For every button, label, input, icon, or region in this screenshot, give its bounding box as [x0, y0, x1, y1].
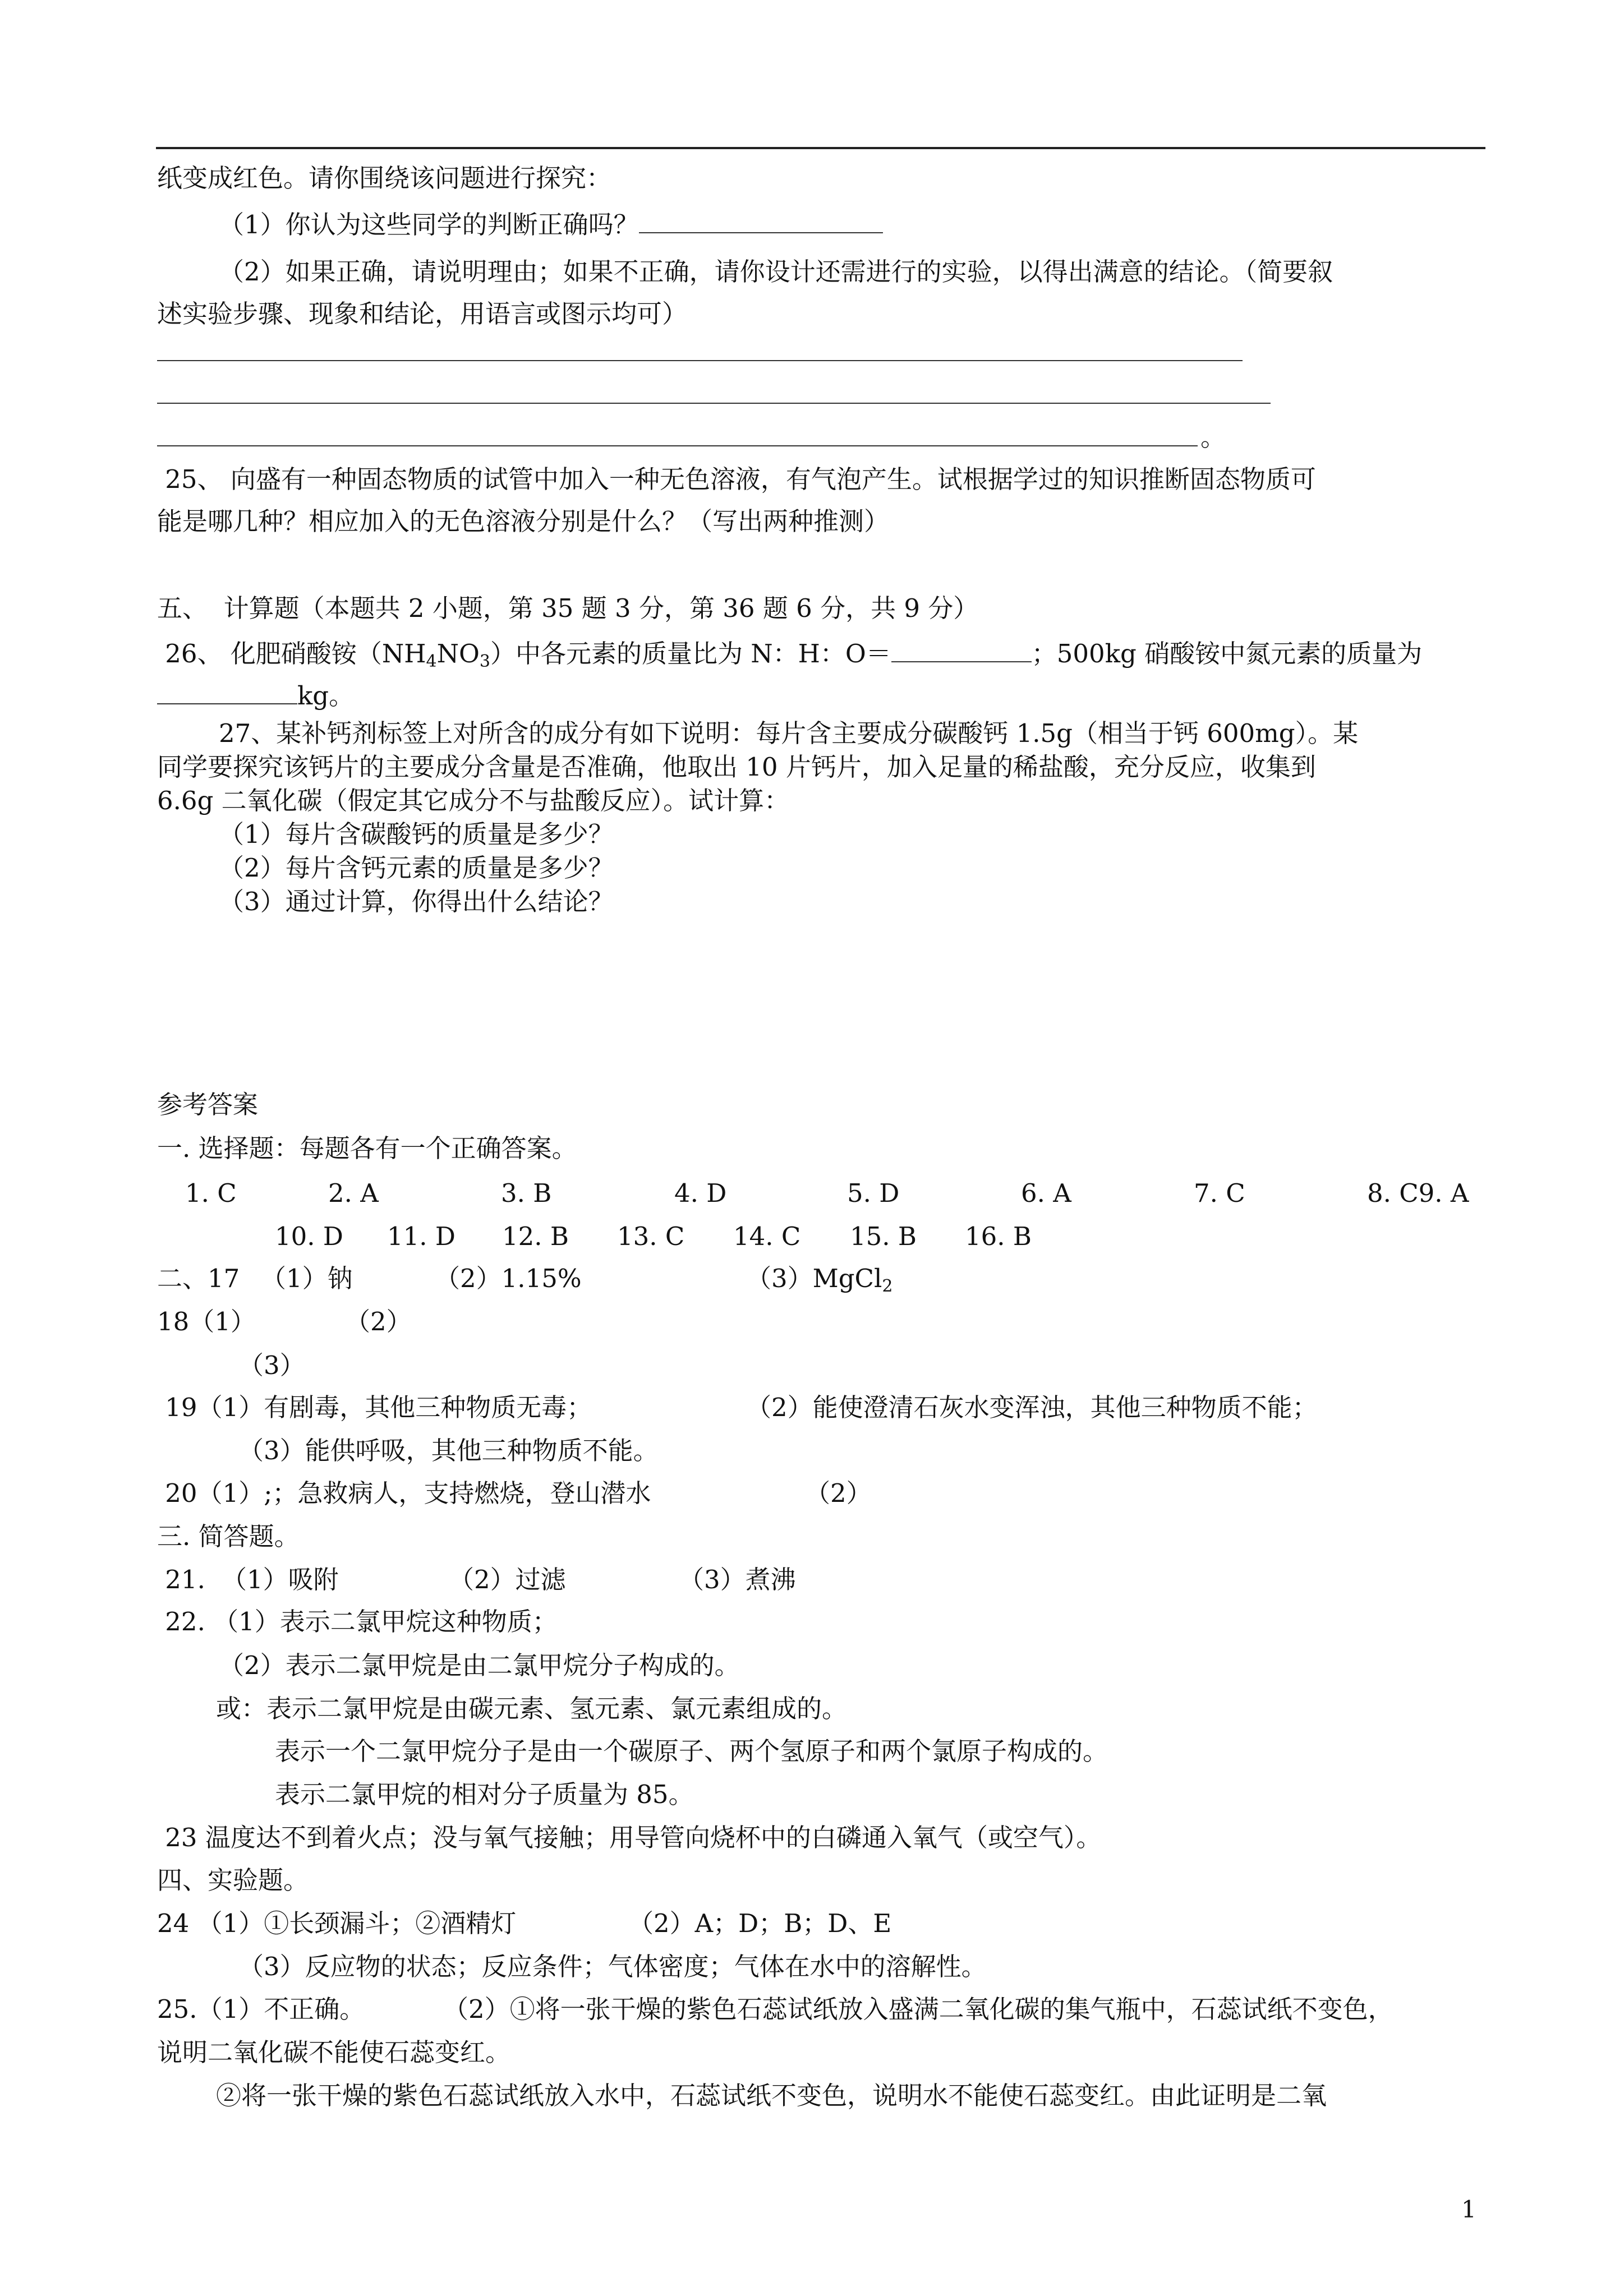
question-27: 27、某补钙剂标签上对所含的成分有如下说明：每片含主要成分碳酸钙 1.5g（相当于钙 600mg）。某 [219, 718, 1359, 748]
answer-25-2: （2）①将一张干燥的紫色石蕊试纸放入盛满二氧化碳的集气瓶中，石蕊试纸不变色， [443, 1994, 1393, 2024]
answer-blank[interactable] [891, 637, 1032, 662]
answer-25-4: ②将一张干燥的紫色石蕊试纸放入水中，石蕊试纸不变色，说明水不能使石蕊变红。由此证明是二氧 [216, 2081, 1327, 2110]
answer-22-4: 表示一个二氯甲烷分子是由一个碳原子、两个氢原子和两个氯原子构成的。 [275, 1736, 1108, 1766]
answer-20-1: 20（1）;；急救病人，支持燃烧，登山潜水 [157, 1478, 651, 1508]
end-mark: 。 [1200, 422, 1226, 452]
question-25-cont: 能是哪几种？相应加入的无色溶液分别是什么？（写出两种推测） [157, 506, 890, 536]
mc-answer: 13. C [617, 1221, 685, 1251]
answer-22-5: 表示二氯甲烷的相对分子质量为 85。 [275, 1779, 694, 1809]
answer-line[interactable] [157, 360, 1243, 361]
mc-answer: 5. D [847, 1178, 900, 1208]
answer-17-2: （2）1.15% [435, 1264, 582, 1293]
answer-line[interactable] [157, 445, 1198, 446]
answer-21-1: （1）吸附 [222, 1565, 339, 1594]
answer-22-1: 22. （1）表示二氯甲烷这种物质； [157, 1607, 558, 1636]
question-26-cont: kg。 [157, 679, 354, 713]
mc-answer: 1. C [185, 1178, 237, 1208]
mc-answer: 8. C9. A [1367, 1178, 1469, 1208]
answer-17-label: 二、17 [157, 1264, 240, 1293]
answer-25-3: 说明二氧化碳不能使石蕊变红。 [157, 2037, 511, 2067]
mc-answer: 10. D [275, 1221, 343, 1251]
mc-answer: 6. A [1021, 1178, 1071, 1208]
mc-answer: 4. D [674, 1178, 727, 1208]
question-25: 25、 向盛有一种固态物质的试管中加入一种无色溶液，有气泡产生。试根据学过的知识推断固态物质可 [157, 464, 1316, 494]
mc-answer: 15. B [850, 1221, 917, 1251]
question-27-cont: 6.6g 二氧化碳（假定其它成分不与盐酸反应）。试计算： [157, 786, 790, 815]
question-27-sub2: （2）每片含钙元素的质量是多少？ [219, 853, 614, 883]
question-26: 26、 化肥硝酸铵$(NH_4NO_3)$中各元素的质量比为 N：H：O＝ ；500kg 硝酸铵中氮元素的质量为 [157, 637, 1422, 671]
mc-answer: 7. C [1194, 1178, 1245, 1208]
answer-20-2: （2） [805, 1478, 872, 1508]
answer-18-2: （2） [345, 1307, 412, 1336]
page-number: 1 [1461, 2196, 1476, 2223]
mc-answer: 3. B [501, 1178, 552, 1208]
answer-25-1: 25.（1）不正确。 [157, 1994, 365, 2024]
answer-24-3: （3）反应物的状态；反应条件；气体密度；气体在水中的溶解性。 [238, 1952, 987, 1981]
answer-22-3: 或：表示二氯甲烷是由碳元素、氢元素、氯元素组成的。 [216, 1694, 848, 1723]
question-2: （2）如果正确，请说明理由；如果不正确，请你设计还需进行的实验，以得出满意的结论。（简要叙 [219, 257, 1333, 287]
mc-answer: 16. B [965, 1221, 1032, 1251]
mc-answer: 12. B [502, 1221, 569, 1251]
header-rule [156, 147, 1485, 149]
question-2-cont: 述实验步骤、现象和结论，用语言或图示均可） [157, 299, 688, 329]
answer-blank[interactable] [157, 679, 297, 704]
answer-21-2: （2）过滤 [449, 1565, 566, 1594]
answer-line[interactable] [157, 403, 1271, 404]
answer-19-1: 19（1）有剧毒，其他三种物质无毒； [157, 1393, 592, 1422]
answers-section-3: 三. 简答题。 [157, 1522, 300, 1551]
answers-title: 参考答案 [157, 1090, 259, 1119]
question-27-sub3: （3）通过计算，你得出什么结论？ [219, 887, 614, 916]
answer-21-label: 21. [157, 1565, 205, 1594]
section-5-heading: 五、 计算题（本题共 2 小题，第 35 题 3 分，第 36 题 6 分，共 9 分） [157, 593, 979, 623]
question-27-cont: 同学要探究该钙片的主要成分含量是否准确，他取出 10 片钙片，加入足量的稀盐酸，充分反应，收集到 [157, 752, 1316, 782]
answer-24-2: （2）A；D；B；D、E [628, 1908, 892, 1938]
mc-answer: 2. A [328, 1178, 379, 1208]
answer-21-3: （3）煮沸 [679, 1565, 796, 1594]
answer-17-3: （3）MgCl$_2$ [746, 1264, 893, 1296]
answer-blank[interactable] [639, 208, 883, 233]
answer-23: 23 温度达不到着火点；没与氧气接触；用导管向烧杯中的白磷通入氧气（或空气）。 [157, 1823, 1102, 1852]
mc-answer: 14. C [733, 1221, 801, 1251]
answers-section-4: 四、实验题。 [157, 1865, 309, 1895]
mc-answer: 11. D [387, 1221, 456, 1251]
question-27-sub1: （1）每片含碳酸钙的质量是多少？ [219, 819, 614, 849]
answer-19-2: （2）能使澄清石灰水变浑浊，其他三种物质不能； [746, 1393, 1318, 1422]
answer-24-1: 24 （1）①长颈漏斗；②酒精灯 [157, 1908, 517, 1938]
answer-18-1: 18（1） [157, 1307, 256, 1336]
text-line: 纸变成红色。请你围绕该问题进行探究： [157, 163, 612, 193]
question-1: （1）你认为这些同学的判断正确吗？ [219, 208, 883, 242]
answer-18-3: （3） [238, 1350, 305, 1380]
answer-17-1: （1）钠 [261, 1264, 353, 1293]
answer-22-2: （2）表示二氯甲烷是由二氯甲烷分子构成的。 [219, 1650, 740, 1680]
answer-19-3: （3）能供呼吸，其他三种物质不能。 [238, 1436, 659, 1465]
answers-section-1: 一. 选择题：每题各有一个正确答案。 [157, 1133, 577, 1163]
